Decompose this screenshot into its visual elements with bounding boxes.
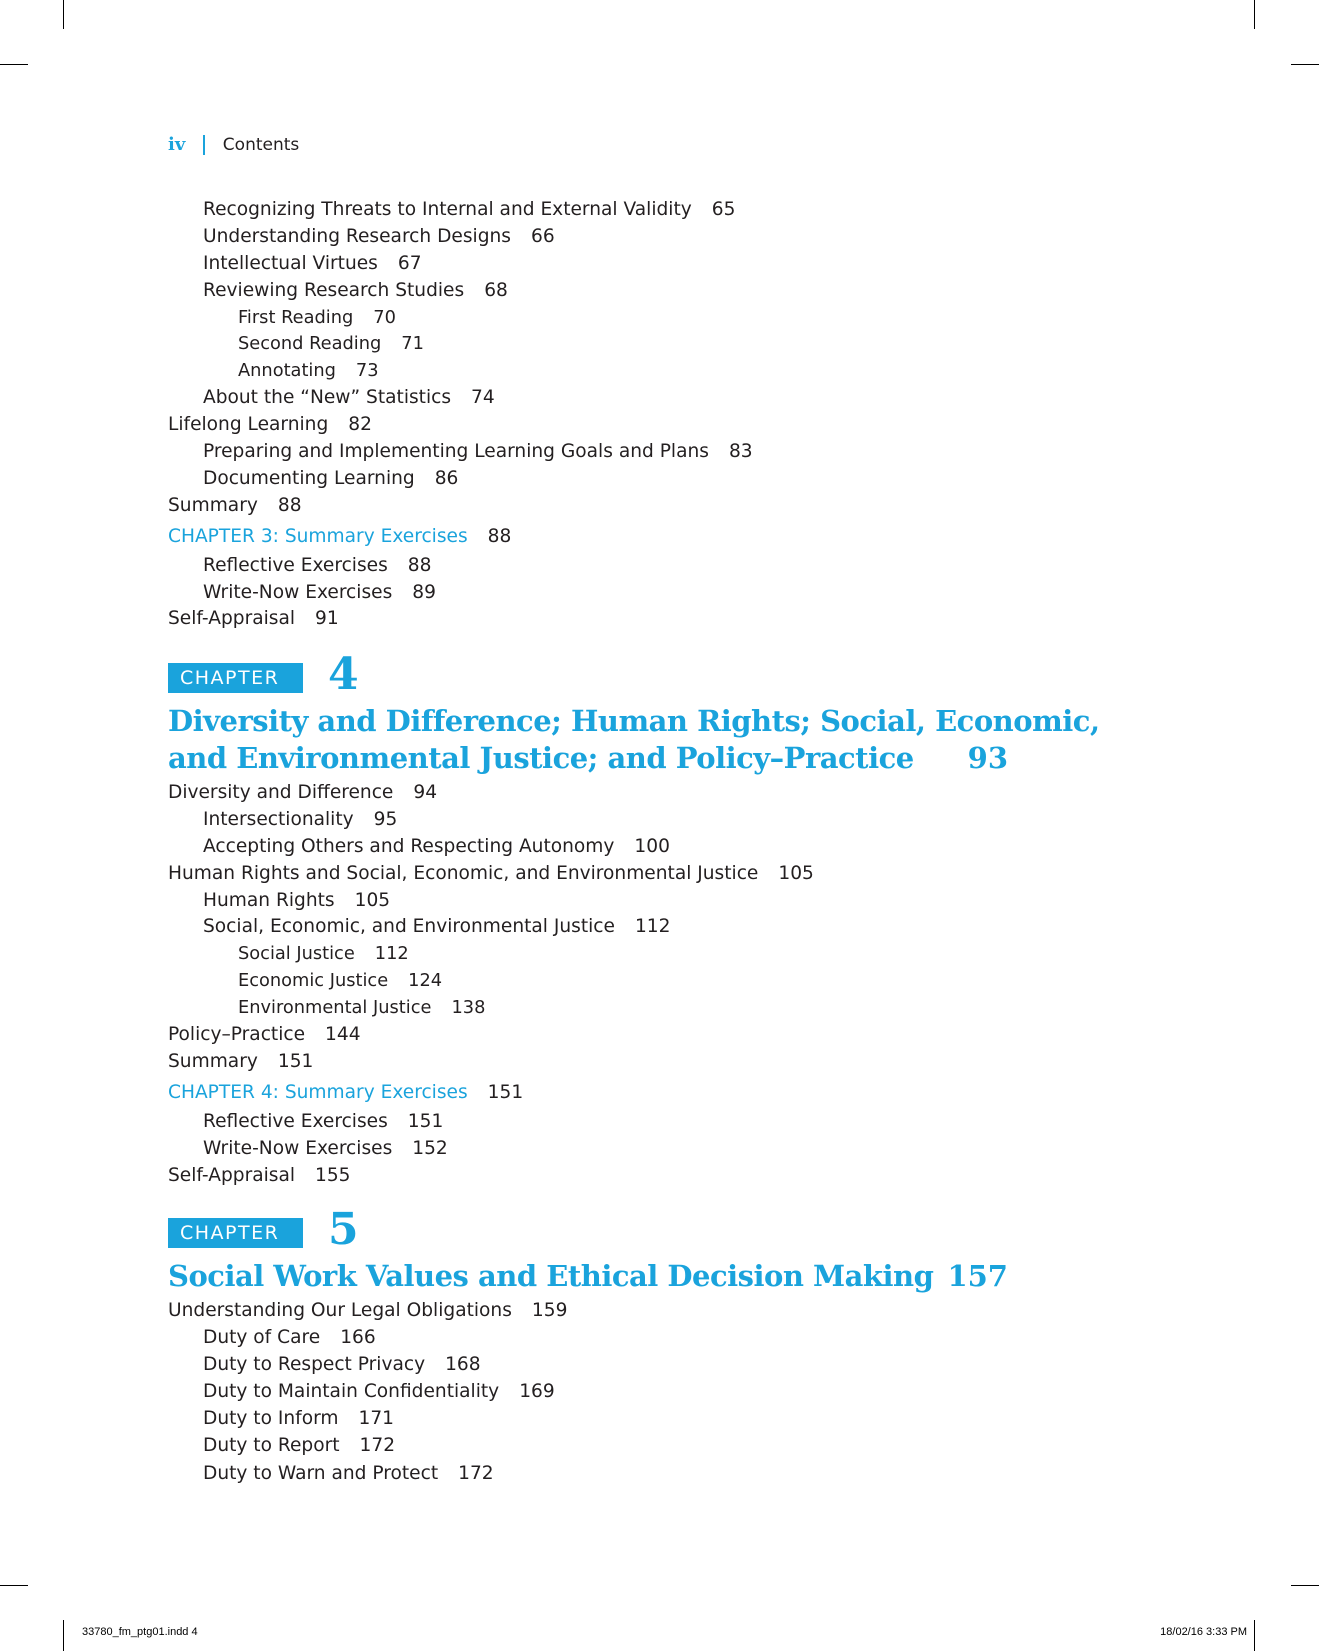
toc-entry [238, 942, 409, 966]
toc-entry [203, 808, 397, 832]
toc-entry [168, 607, 339, 631]
toc-entry [203, 225, 555, 249]
toc-entry-title: CHAPTER 4: Summary Exercises [168, 1082, 468, 1103]
toc-entry [168, 1050, 313, 1074]
toc-entry [203, 889, 390, 913]
header-divider [203, 135, 205, 155]
toc-entry-page: 112 [374, 943, 409, 964]
toc-entry [203, 467, 458, 491]
toc-entry-title: Social Justice [238, 943, 355, 964]
toc-entry-title: CHAPTER 3: Summary Exercises [168, 526, 468, 547]
toc-entry-page: 89 [412, 582, 436, 603]
toc-entry-page: 86 [434, 468, 459, 489]
toc-entry-page: 159 [531, 1300, 568, 1321]
toc-entry-title: Social, Economic, and Environmental Justice [203, 916, 615, 937]
toc-entry-title: Duty to Inform [203, 1408, 339, 1429]
toc-entry-title: Intellectual Virtues [203, 253, 378, 274]
toc-entry-title: Second Reading [238, 333, 382, 354]
toc-entry-title: Human Rights [203, 890, 335, 911]
crop-mark [63, 0, 64, 29]
crop-mark [63, 1620, 64, 1651]
chapter-label: CHAPTER [168, 663, 303, 693]
crop-mark [1254, 1620, 1255, 1651]
toc-entry-title: Duty to Warn and Protect [203, 1463, 439, 1484]
toc-entry [168, 413, 372, 437]
running-head-title: Contents [222, 134, 300, 155]
toc-entry-title: Diversity and Difference [168, 782, 394, 803]
toc-entry-page: 155 [315, 1165, 351, 1186]
toc-entry-title: Documenting Learning [203, 468, 415, 489]
toc-entry-title: Environmental Justice [238, 997, 432, 1018]
toc-entry-title: Recognizing Threats to Internal and External Validity [203, 199, 692, 220]
toc-entry-page: 151 [487, 1082, 524, 1103]
toc-entry [238, 359, 379, 383]
chapter-title-line2: and Environmental Justice; and Policy–Practice [168, 741, 914, 775]
toc-entry-page: 151 [407, 1111, 444, 1132]
toc-entry-page: 68 [484, 280, 508, 301]
crop-mark [1291, 1585, 1319, 1586]
toc-entry-page: 152 [412, 1138, 448, 1159]
toc-entry [168, 1081, 523, 1105]
toc-entry-title: Duty of Care [203, 1327, 321, 1348]
toc-entry-title: Economic Justice [238, 970, 389, 991]
slug-filename: 33780_fm_ptg01.indd 4 [82, 1626, 198, 1638]
toc-entry-title: Duty to Report [203, 1435, 340, 1456]
toc-entry-page: 168 [445, 1354, 481, 1375]
chapter-page-number: 93 [967, 741, 1008, 775]
toc-entry [203, 915, 670, 939]
toc-entry-page: 172 [458, 1463, 494, 1484]
toc-entry [203, 1434, 395, 1458]
toc-entry [203, 1137, 448, 1161]
chapter-page-number: 157 [947, 1259, 1008, 1293]
chapter-number: 5 [328, 1204, 359, 1255]
toc-entry [203, 252, 422, 276]
toc-entry-title: Reflective Exercises [203, 1111, 388, 1132]
toc-entry-title: Duty to Maintain Confidentiality [203, 1381, 500, 1402]
toc-entry-page: 88 [407, 555, 432, 576]
toc-entry-page: 95 [373, 809, 398, 830]
toc-entry-page: 100 [634, 836, 670, 857]
toc-entry-page: 151 [277, 1051, 314, 1072]
toc-entry-page: 74 [471, 387, 495, 408]
toc-entry [168, 1023, 361, 1047]
toc-entry-page: 67 [397, 253, 422, 274]
toc-entry-page: 66 [531, 226, 555, 247]
toc-entry-title: Lifelong Learning [168, 414, 329, 435]
toc-entry-page: 73 [355, 360, 379, 381]
toc-entry-title: Policy–Practice [168, 1024, 306, 1045]
toc-entry [203, 1110, 443, 1134]
toc-entry-title: Human Rights and Social, Economic, and Environmental Justice [168, 863, 759, 884]
toc-entry [203, 198, 735, 222]
toc-entry [203, 1380, 555, 1404]
toc-entry [238, 332, 424, 356]
chapter-label: CHAPTER [168, 1218, 303, 1248]
toc-entry [203, 1407, 394, 1431]
toc-entry-page: 169 [519, 1381, 555, 1402]
crop-mark [1254, 0, 1255, 29]
toc-entry-page: 94 [413, 782, 438, 803]
toc-entry-page: 88 [487, 526, 512, 547]
crop-mark [0, 64, 28, 65]
toc-entry [168, 781, 437, 805]
toc-entry-page: 171 [358, 1408, 395, 1429]
toc-entry-title: Understanding Research Designs [203, 226, 511, 247]
toc-entry [238, 969, 442, 993]
toc-entry-page: 105 [778, 863, 814, 884]
toc-entry-page: 172 [359, 1435, 396, 1456]
running-head [168, 134, 299, 155]
toc-entry [203, 1353, 481, 1377]
toc-entry-title: Intersectionality [203, 809, 354, 830]
slug-date: 18/02/16 3:33 PM [1160, 1626, 1247, 1638]
toc-entry-page: 91 [315, 608, 339, 629]
toc-entry-page: 88 [277, 495, 302, 516]
toc-entry-title: Summary [168, 495, 258, 516]
toc-entry-title: Reviewing Research Studies [203, 280, 465, 301]
toc-entry [203, 1462, 494, 1486]
toc-entry-title: Summary [168, 1051, 258, 1072]
toc-entry-page: 138 [451, 997, 486, 1018]
toc-entry-page: 144 [325, 1024, 361, 1045]
toc-entry-title: About the “New” Statistics [203, 387, 452, 408]
toc-entry [238, 306, 396, 330]
toc-entry-page: 71 [401, 333, 424, 354]
toc-entry [168, 1164, 351, 1188]
toc-entry [168, 525, 511, 549]
toc-entry [168, 1299, 567, 1323]
toc-entry [238, 996, 485, 1020]
toc-entry-title: Preparing and Implementing Learning Goals and Plans [203, 441, 709, 462]
toc-entry-page: 112 [634, 916, 671, 937]
toc-entry-title: Write-Now Exercises [203, 582, 393, 603]
crop-mark [0, 1585, 28, 1586]
toc-entry [203, 835, 670, 859]
toc-entry-page: 166 [340, 1327, 376, 1348]
toc-entry [203, 440, 753, 464]
toc-entry-title: Reflective Exercises [203, 555, 388, 576]
toc-entry [203, 279, 508, 303]
toc-entry [203, 554, 431, 578]
toc-entry-title: Understanding Our Legal Obligations [168, 1300, 512, 1321]
chapter-number: 4 [328, 649, 359, 700]
toc-entry-title: Self-Appraisal [168, 608, 296, 629]
chapter-title-line1: Social Work Values and Ethical Decision Making [168, 1259, 934, 1293]
crop-mark [1291, 64, 1319, 65]
toc-entry-title: Self-Appraisal [168, 1165, 296, 1186]
toc-entry [168, 494, 302, 518]
toc-entry-title: Duty to Respect Privacy [203, 1354, 426, 1375]
toc-entry-title: Annotating [238, 360, 336, 381]
toc-entry [203, 581, 436, 605]
toc-entry-title: Accepting Others and Respecting Autonomy [203, 836, 615, 857]
toc-entry [203, 1326, 376, 1350]
toc-entry-page: 82 [348, 414, 372, 435]
toc-entry-page: 65 [711, 199, 736, 220]
toc-entry-page: 124 [408, 970, 443, 991]
toc-entry-page: 105 [354, 890, 391, 911]
page-folio: iv [168, 134, 186, 155]
toc-entry-title: Write-Now Exercises [203, 1138, 393, 1159]
toc-entry-title: First Reading [238, 307, 354, 328]
toc-entry-page: 83 [728, 441, 753, 462]
toc-entry-page: 70 [373, 307, 396, 328]
toc-entry [168, 862, 814, 886]
chapter-title-line1: Diversity and Difference; Human Rights; Social, Economic, [168, 704, 1100, 738]
toc-entry [203, 386, 495, 410]
